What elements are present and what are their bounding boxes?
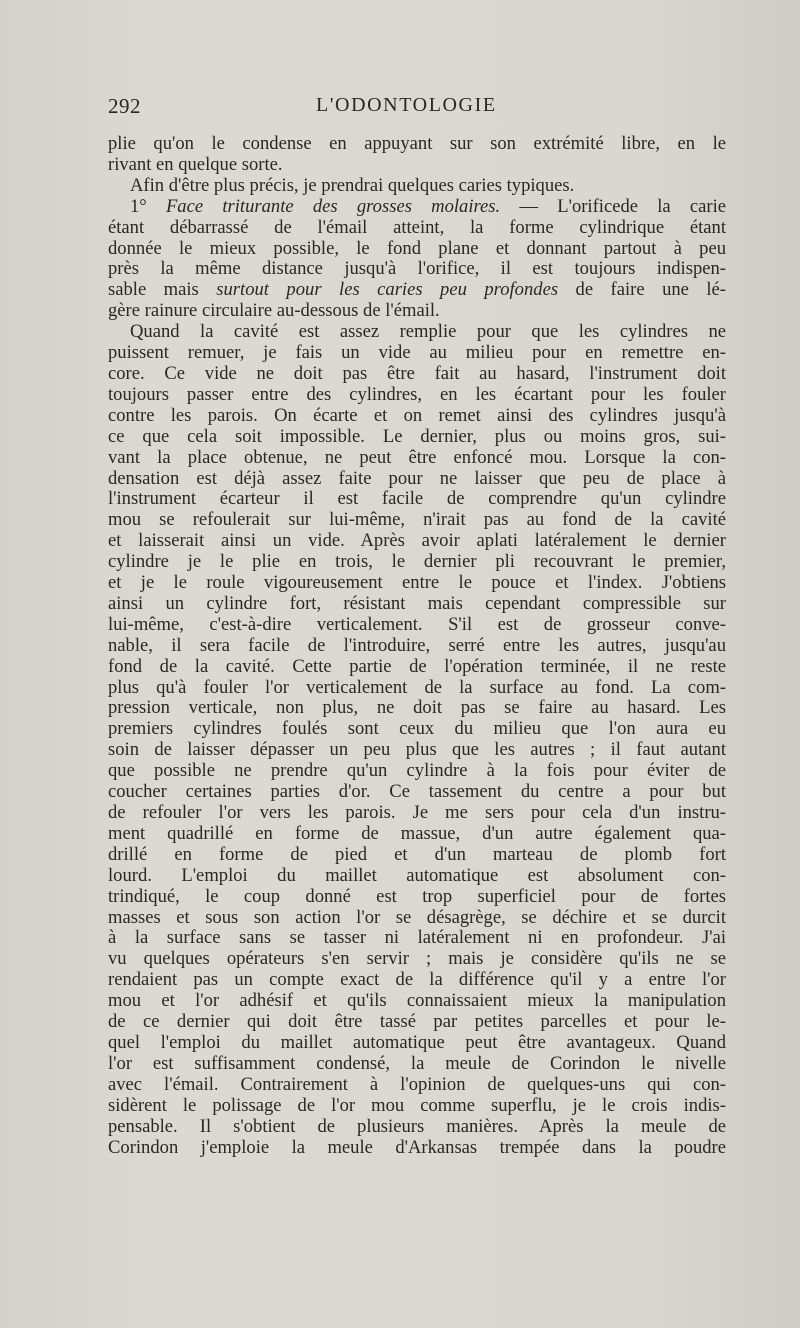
text-line: fond de la cavité. Cette partie de l'opération terminée, il ne reste [108,655,726,677]
text-line: premiers cylindres foulés sont ceux du milieu que l'on aura eu [108,718,726,740]
text-line: nable, il sera facile de l'introduire, serré entre les autres, jusqu'au [108,634,726,656]
text-line: ce que cela soit impossible. Le dernier, plus ou moins gros, sui- [108,425,726,447]
text-line: étant débarrassé de l'émail atteint, la forme cylindrique étant [108,216,726,238]
text-line: trindiqué, le coup donné est trop superficiel pour de fortes [108,885,726,907]
text-line: coucher certaines parties d'or. Ce tassement du centre a pour but [108,781,726,803]
text-line: plus qu'à fouler l'or verticalement de la surface au fond. La com- [108,676,726,698]
text-line: rivant en quelque sorte. [108,153,283,175]
text-line: toujours passer entre des cylindres, en les écartant pour les fouler [108,383,726,405]
text-line-surtout: sable mais surtout pour les caries peu profondes de faire une lé- [108,279,726,301]
text-line: Quand la cavité est assez remplie pour que les cylindres ne [130,321,726,343]
text-line: gère rainure circulaire au-dessous de l'émail. [108,300,440,322]
text-line: ainsi un cylindre fort, résistant mais cependant compressible sur [108,592,726,614]
text-line: ment quadrillé en forme de massue, d'un autre également qua- [108,822,726,844]
text-line: mou et l'or adhésif et qu'ils connaissaient mieux la manipulation [108,990,726,1012]
text-line: et je le roule vigoureusement entre le pouce et l'index. J'obtiens [108,572,726,594]
running-head [108,94,726,128]
text-line: rendaient pas un compte exact de la différence qu'il y a entre l'or [108,969,726,991]
text-line: lui-même, c'est-à-dire verticalement. S'il est de grosseur conve- [108,613,726,635]
text-line-face-triturante: 1° Face triturante des grosses molaires. — L'orificede la carie [130,195,726,217]
text-line: l'or est suffisamment condensé, la meule de Corindon le nivelle [108,1052,726,1074]
text-line: drillé en forme de pied et d'un marteau de plomb fort [108,843,726,865]
text-line: lourd. L'emploi du maillet automatique est absolument con- [108,864,726,886]
text-line: de ce dernier qui doit être tassé par petites parcelles et pour le- [108,1011,726,1033]
text-line: plie qu'on le condense en appuyant sur son extrémité libre, en le [108,133,726,154]
page-number: 292 [108,94,141,118]
text-line: puissent remuer, je fais un vide au milieu pour en remettre en- [108,342,726,364]
text-line: vant la place obtenue, ne peut être enfoncé mou. Lorsque la con- [108,446,726,468]
text-line: quel l'emploi du maillet automatique peut être avantageux. Quand [108,1031,726,1053]
text-line: pression verticale, non plus, ne doit pas se faire au hasard. Les [108,697,726,719]
text-line: core. Ce vide ne doit pas être fait au hasard, l'instrument doit [108,362,726,384]
text-line: sidèrent le polissage de l'or mou comme superflu, je le crois indis- [108,1094,726,1116]
text-line: pensable. Il s'obtient de plusieurs manières. Après la meule de [108,1115,726,1137]
text-line: soin de laisser dépasser un peu plus que les autres ; il faut autant [108,739,726,761]
body-text [108,134,726,1158]
text-line: vu quelques opérateurs s'en servir ; mais je considère qu'ils ne se [108,948,726,970]
text-line: masses et sous son action l'or se désagrège, se déchire et se durcit [108,906,726,928]
text-line: Corindon j'emploie la meule d'Arkansas trempée dans la poudre [108,1136,726,1158]
italic-phrase: surtout pour les caries peu profondes [216,279,559,301]
text-line: contre les parois. On écarte et on remet ainsi des cylindres jusqu'à [108,404,726,426]
text-line: densation est déjà assez faite pour ne laisser que peu de place à [108,467,726,489]
text-line: l'instrument écarteur il est facile de comprendre qu'un cylindre [108,488,726,510]
text-line: et laisserait ainsi un vide. Après avoir aplati latéralement le dernier [108,530,726,552]
italic-heading: Face triturante des grosses molaires. [165,195,501,217]
running-title: L'ODONTOLOGIE [316,94,497,116]
text-line: de refouler l'or vers les parois. Je me sers pour cela d'un instru- [108,802,726,823]
text-line: à la surface sans se tasser ni latéralement ni en profondeur. J'ai [108,927,726,949]
text-line: que possible ne prendre qu'un cylindre à la fois pour éviter de [108,760,726,782]
text-line: avec l'émail. Contrairement à l'opinion de quelques-uns qui con- [108,1073,726,1095]
text-line: près la même distance jusqu'à l'orifice, il est toujours indispen- [108,258,726,280]
text-line: Afin d'être plus précis, je prendrai quelques caries typiques. [130,174,575,196]
text-line: mou se refoulerait sur lui-même, n'irait pas au fond de la cavité [108,509,726,531]
text-line: donnée le mieux possible, le fond plane et donnant partout à peu [108,237,726,259]
text-line: cylindre je le plie en trois, le dernier pli recouvrant le premier, [108,551,726,573]
